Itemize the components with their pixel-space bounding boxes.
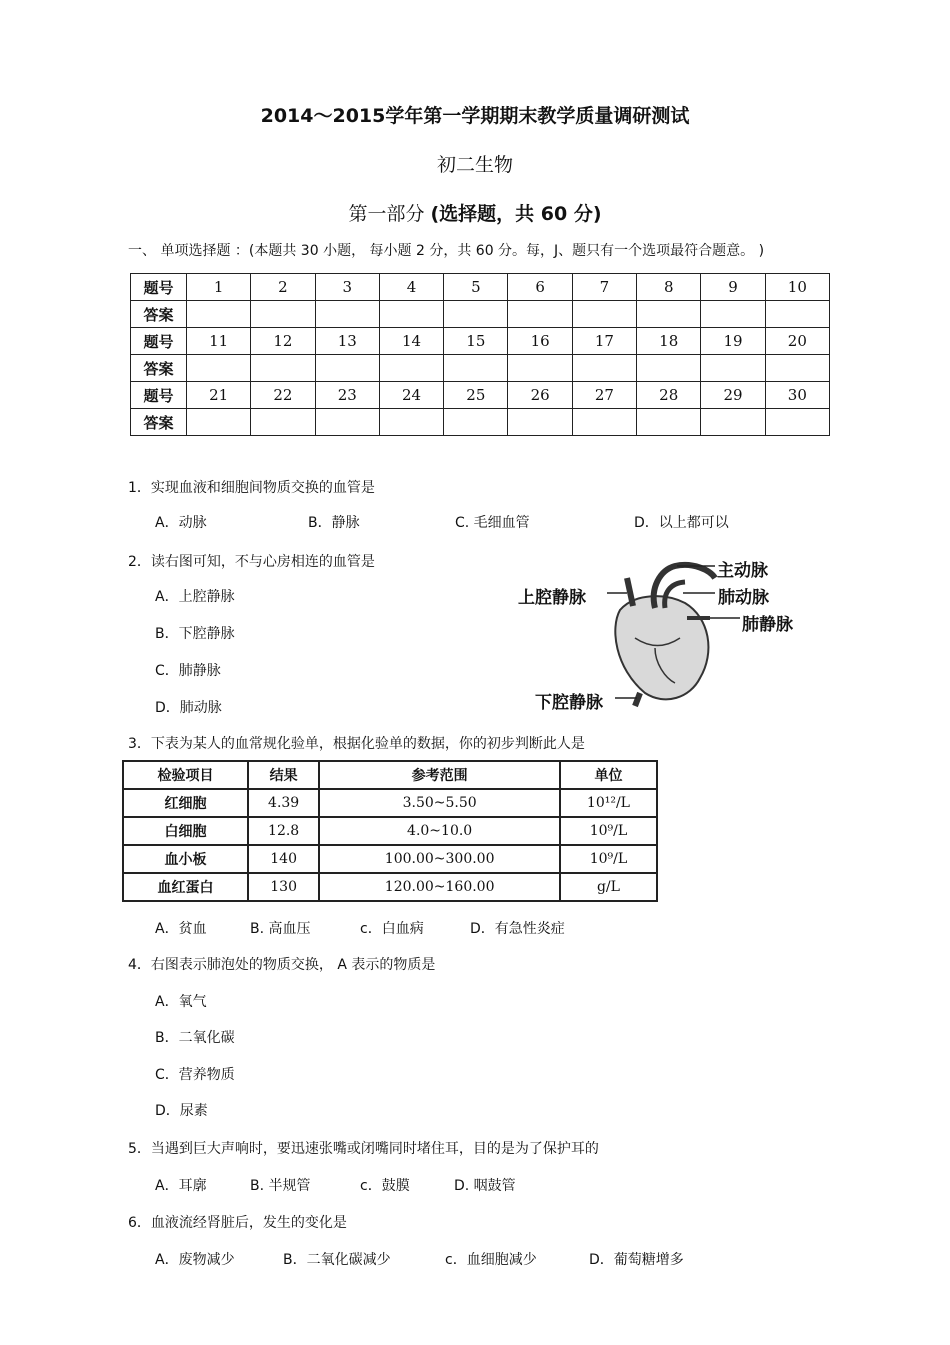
answer-cell[interactable] bbox=[251, 409, 315, 436]
question-stem: 6．血液流经肾脏后，发生的变化是 bbox=[128, 1215, 347, 1231]
question-number: 13 bbox=[315, 328, 379, 355]
question-number: 21 bbox=[187, 382, 251, 409]
question-number: 12 bbox=[251, 328, 315, 355]
question-number: 28 bbox=[637, 382, 701, 409]
question-number: 3 bbox=[315, 274, 379, 301]
question-number: 18 bbox=[637, 328, 701, 355]
option[interactable]: A．动脉 bbox=[155, 515, 207, 531]
answer-cell[interactable] bbox=[765, 301, 829, 328]
question-number: 19 bbox=[701, 328, 765, 355]
question-stem: 5．当遇到巨大声响时，要迅速张嘴或闭嘴同时堵住耳，目的是为了保护耳的 bbox=[128, 1141, 599, 1157]
part-paren: (选择题，共 60 分) bbox=[430, 203, 602, 225]
blood-test-table bbox=[122, 760, 658, 902]
question-number: 20 bbox=[765, 328, 829, 355]
part-prefix: 第一部分 bbox=[348, 203, 425, 225]
option[interactable]: A．贫血 bbox=[155, 921, 207, 937]
lab-row bbox=[123, 845, 657, 873]
option[interactable]: B. 高血压 bbox=[250, 921, 311, 937]
lab-range: 4.0~10.0 bbox=[319, 817, 560, 845]
row-label-answer: 答案 bbox=[131, 355, 187, 382]
question-number-row bbox=[131, 382, 830, 409]
label-pulmonary-vein: 肺静脉 bbox=[742, 615, 793, 635]
lab-result: 12.8 bbox=[248, 817, 319, 845]
answer-cell[interactable] bbox=[251, 301, 315, 328]
option[interactable]: c．血细胞减少 bbox=[445, 1252, 537, 1268]
question-number: 16 bbox=[508, 328, 572, 355]
answer-row bbox=[131, 301, 830, 328]
question-number: 11 bbox=[187, 328, 251, 355]
question-number: 8 bbox=[637, 274, 701, 301]
answer-cell[interactable] bbox=[701, 301, 765, 328]
answer-cell[interactable] bbox=[572, 409, 636, 436]
lab-unit: 10⁹/L bbox=[560, 845, 657, 873]
answer-cell[interactable] bbox=[637, 409, 701, 436]
answer-cell[interactable] bbox=[508, 355, 572, 382]
question-number: 23 bbox=[315, 382, 379, 409]
label-inferior-vena-cava: 下腔静脉 bbox=[535, 693, 603, 713]
lab-row bbox=[123, 789, 657, 817]
row-label-answer: 答案 bbox=[131, 409, 187, 436]
question-number: 7 bbox=[572, 274, 636, 301]
answer-cell[interactable] bbox=[572, 355, 636, 382]
question-number: 2 bbox=[251, 274, 315, 301]
question-number: 27 bbox=[572, 382, 636, 409]
answer-cell[interactable] bbox=[379, 409, 443, 436]
option[interactable]: B．二氧化碳减少 bbox=[283, 1252, 391, 1268]
question-number: 4 bbox=[379, 274, 443, 301]
lab-item: 白细胞 bbox=[123, 817, 248, 845]
answer-cell[interactable] bbox=[187, 409, 251, 436]
row-label-question: 题号 bbox=[131, 382, 187, 409]
answer-cell[interactable] bbox=[637, 301, 701, 328]
option[interactable]: D．肺动脉 bbox=[155, 700, 222, 716]
option[interactable]: D. 咽鼓管 bbox=[454, 1178, 516, 1194]
row-label-question: 题号 bbox=[131, 274, 187, 301]
answer-cell[interactable] bbox=[701, 355, 765, 382]
lab-range: 120.00~160.00 bbox=[319, 873, 560, 901]
lab-header: 检验项目 bbox=[123, 761, 248, 789]
question-stem: 2．读右图可知，不与心房相连的血管是 bbox=[128, 554, 375, 570]
exam-title: 2014～2015学年第一学期期末教学质量调研测试 bbox=[260, 105, 690, 127]
lab-unit: g/L bbox=[560, 873, 657, 901]
option[interactable]: B．静脉 bbox=[308, 515, 360, 531]
answer-cell[interactable] bbox=[315, 409, 379, 436]
label-superior-vena-cava: 上腔静脉 bbox=[518, 588, 586, 608]
answer-row bbox=[131, 355, 830, 382]
lab-row bbox=[123, 817, 657, 845]
question-number: 26 bbox=[508, 382, 572, 409]
section-instruction: 一、 单项选择题 ：(本题共 30 小题， 每小题 2 分，共 60 分。每，J、题只有一个选项最符合题意。 ) bbox=[128, 243, 765, 259]
question-stem: 4．右图表示肺泡处的物质交换， A 表示的物质是 bbox=[128, 957, 436, 973]
option[interactable]: B．二氧化碳 bbox=[155, 1030, 235, 1046]
lab-result: 130 bbox=[248, 873, 319, 901]
label-aorta: 主动脉 bbox=[717, 561, 768, 581]
option[interactable]: D．葡萄糖增多 bbox=[589, 1252, 684, 1268]
heart-illustration bbox=[615, 565, 715, 706]
answer-cell[interactable] bbox=[508, 409, 572, 436]
option[interactable]: A．上腔静脉 bbox=[155, 589, 235, 605]
lab-result: 4.39 bbox=[248, 789, 319, 817]
question-number: 30 bbox=[765, 382, 829, 409]
subject-title: 初二生物 bbox=[436, 154, 513, 176]
lab-item: 红细胞 bbox=[123, 789, 248, 817]
question-stem: 3．下表为某人的血常规化验单，根据化验单的数据，你的初步判断此人是 bbox=[128, 736, 585, 752]
question-number: 10 bbox=[765, 274, 829, 301]
answer-cell[interactable] bbox=[637, 355, 701, 382]
answer-row bbox=[131, 409, 830, 436]
lab-unit: 10¹²/L bbox=[560, 789, 657, 817]
question-number-row bbox=[131, 274, 830, 301]
question-number: 15 bbox=[444, 328, 508, 355]
lab-header-row bbox=[123, 761, 657, 789]
question-number: 1 bbox=[187, 274, 251, 301]
lab-item: 血红蛋白 bbox=[123, 873, 248, 901]
question-stem: 1．实现血液和细胞间物质交换的血管是 bbox=[128, 480, 375, 496]
lab-item: 血小板 bbox=[123, 845, 248, 873]
question-number: 22 bbox=[251, 382, 315, 409]
option[interactable]: A．废物减少 bbox=[155, 1252, 235, 1268]
option[interactable]: D．有急性炎症 bbox=[470, 921, 565, 937]
option[interactable]: c．白血病 bbox=[360, 921, 424, 937]
label-pulmonary-artery: 肺动脉 bbox=[718, 588, 769, 608]
question-number: 29 bbox=[701, 382, 765, 409]
answer-cell[interactable] bbox=[379, 301, 443, 328]
lab-result: 140 bbox=[248, 845, 319, 873]
option[interactable]: B. 半规管 bbox=[250, 1178, 311, 1194]
answer-cell[interactable] bbox=[315, 301, 379, 328]
answer-grid bbox=[130, 273, 830, 436]
question-number: 14 bbox=[379, 328, 443, 355]
question-number: 9 bbox=[701, 274, 765, 301]
question-number: 17 bbox=[572, 328, 636, 355]
option[interactable]: C．营养物质 bbox=[155, 1067, 235, 1083]
answer-cell[interactable] bbox=[187, 301, 251, 328]
option[interactable]: C. 毛细血管 bbox=[455, 515, 530, 531]
option[interactable]: A．耳廓 bbox=[155, 1178, 207, 1194]
lab-header: 参考范围 bbox=[319, 761, 560, 789]
lab-header: 结果 bbox=[248, 761, 319, 789]
lab-row bbox=[123, 873, 657, 901]
answer-cell[interactable] bbox=[765, 409, 829, 436]
answer-cell[interactable] bbox=[444, 409, 508, 436]
part-heading bbox=[0, 199, 950, 226]
question-number: 24 bbox=[379, 382, 443, 409]
lab-header: 单位 bbox=[560, 761, 657, 789]
answer-cell[interactable] bbox=[701, 409, 765, 436]
lab-unit: 10⁹/L bbox=[560, 817, 657, 845]
row-label-question: 题号 bbox=[131, 328, 187, 355]
question-number-row bbox=[131, 328, 830, 355]
question-number: 25 bbox=[444, 382, 508, 409]
question-number: 6 bbox=[508, 274, 572, 301]
option[interactable]: A．氧气 bbox=[155, 994, 207, 1010]
answer-cell[interactable] bbox=[572, 301, 636, 328]
answer-cell[interactable] bbox=[379, 355, 443, 382]
option[interactable]: c．鼓膜 bbox=[360, 1178, 410, 1194]
answer-cell[interactable] bbox=[315, 355, 379, 382]
option[interactable]: C．肺静脉 bbox=[155, 663, 221, 679]
lab-range: 100.00~300.00 bbox=[319, 845, 560, 873]
row-label-answer: 答案 bbox=[131, 301, 187, 328]
answer-cell[interactable] bbox=[187, 355, 251, 382]
lab-range: 3.50~5.50 bbox=[319, 789, 560, 817]
answer-cell[interactable] bbox=[251, 355, 315, 382]
answer-cell[interactable] bbox=[508, 301, 572, 328]
option[interactable]: D．以上都可以 bbox=[634, 515, 729, 531]
question-number: 5 bbox=[444, 274, 508, 301]
answer-cell[interactable] bbox=[444, 355, 508, 382]
option[interactable]: D．尿素 bbox=[155, 1103, 208, 1119]
answer-cell[interactable] bbox=[765, 355, 829, 382]
answer-cell[interactable] bbox=[444, 301, 508, 328]
option[interactable]: B．下腔静脉 bbox=[155, 626, 235, 642]
